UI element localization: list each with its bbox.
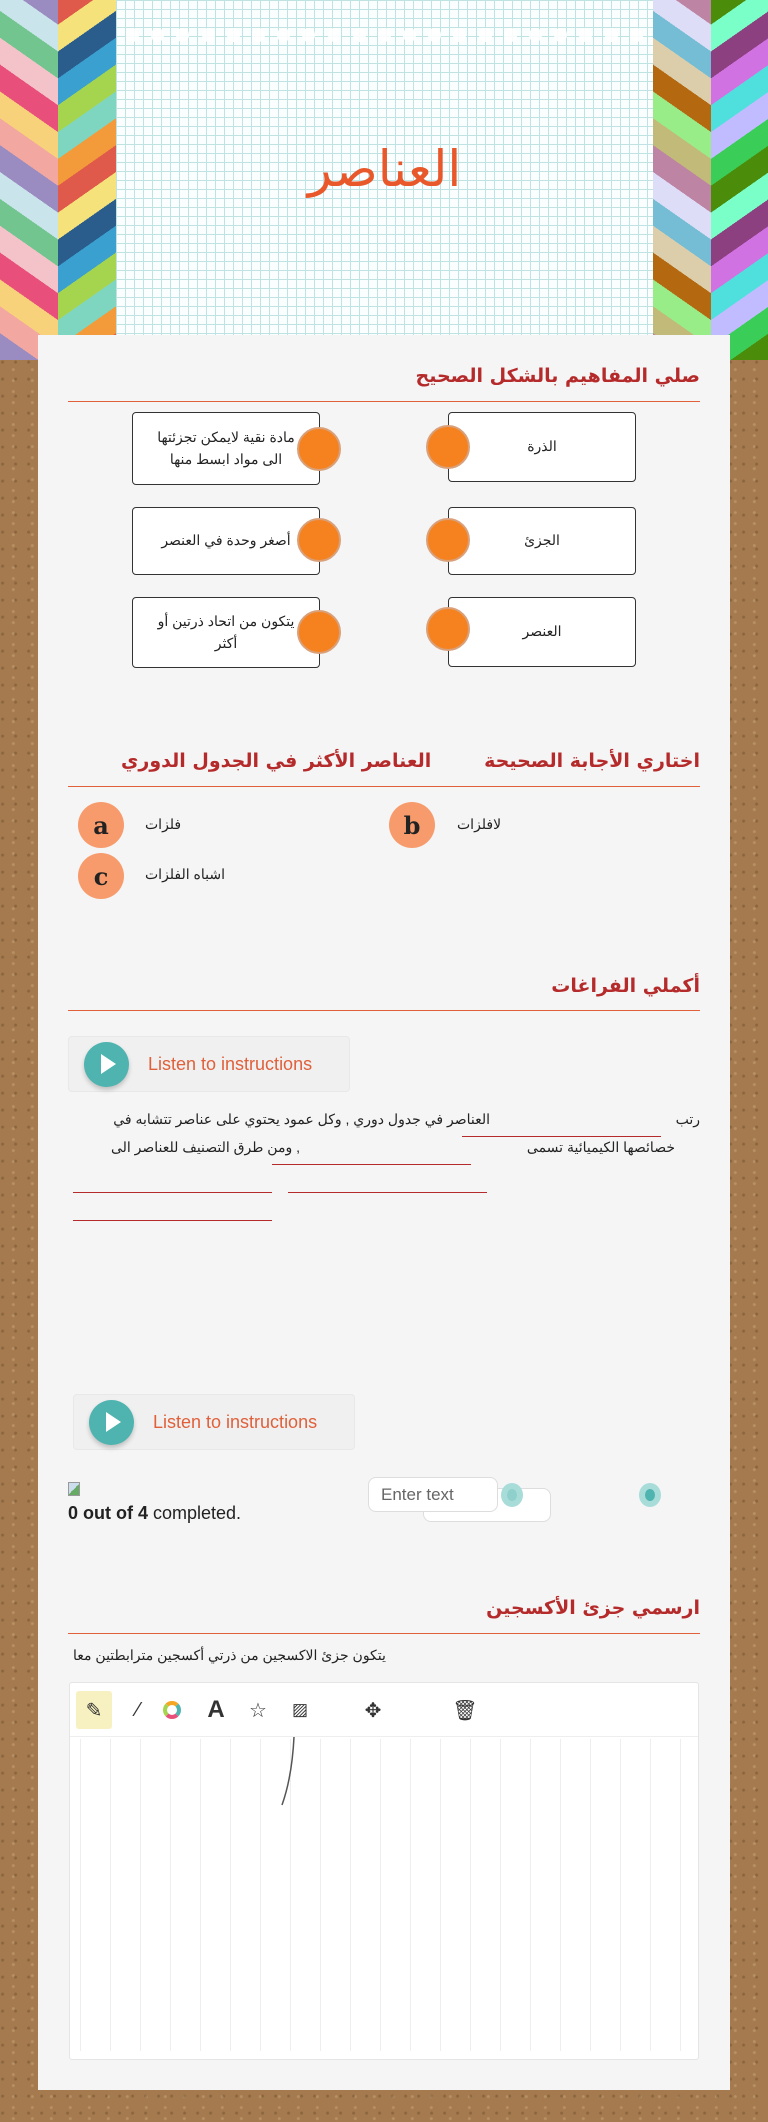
label-input-1[interactable]: Enter text	[368, 1477, 498, 1512]
label-marker[interactable]	[501, 1483, 523, 1507]
match-right-1[interactable]: الذرة	[448, 412, 636, 482]
paragraph-text: خصائصها الكيميائية تسمى	[526, 1139, 675, 1155]
match-left-1[interactable]: مادة نقية لايمكن تجزئتها الى مواد ابسط منها	[132, 412, 320, 485]
color-picker-icon[interactable]	[154, 1691, 190, 1729]
paragraph-text: رتب	[675, 1111, 700, 1127]
paragraph-text: العناصر في جدول دوري , وكل عمود يحتوي على عناصر تتشابه في	[113, 1111, 490, 1127]
match-handle-right-1[interactable]	[426, 425, 470, 469]
header-banner	[0, 0, 768, 360]
blank-input-4[interactable]	[288, 1192, 487, 1193]
match-handle-left-1[interactable]	[297, 427, 341, 471]
blank-input-3[interactable]	[73, 1192, 272, 1193]
drawing-canvas[interactable]	[69, 1682, 699, 2060]
divider	[68, 401, 700, 402]
divider	[68, 1010, 700, 1011]
option-a-badge[interactable]: a	[78, 802, 124, 848]
blank-input-5[interactable]	[73, 1220, 272, 1221]
listen-instructions-button-2[interactable]	[73, 1394, 355, 1450]
paragraph-text: , ومن طرق التصنيف للعناصر الى	[110, 1139, 300, 1155]
trash-icon[interactable]: 🗑	[452, 1699, 478, 1722]
match-handle-left-2[interactable]	[297, 518, 341, 562]
option-b-text[interactable]: لافلزات	[457, 816, 502, 832]
label-marker[interactable]	[639, 1483, 661, 1507]
blank-input-1[interactable]	[462, 1136, 661, 1137]
option-b-badge[interactable]: b	[389, 802, 435, 848]
match-right-3[interactable]: العنصر	[448, 597, 636, 667]
divider	[68, 786, 700, 787]
match-left-2[interactable]: أصغر وحدة في العنصر	[132, 507, 320, 575]
progress-suffix: completed.	[148, 1503, 242, 1523]
drawn-stroke	[70, 1737, 698, 1817]
play-icon	[89, 1400, 134, 1445]
chevron-pattern-right	[653, 0, 768, 360]
page-title: العناصر	[307, 140, 462, 198]
match-right-2[interactable]: الجزئ	[448, 507, 636, 575]
listen-instructions-button[interactable]	[68, 1036, 350, 1092]
blank-input-2[interactable]	[272, 1164, 471, 1165]
match-handle-right-3[interactable]	[426, 607, 470, 651]
option-c-text[interactable]: اشباه الفلزات	[145, 866, 226, 882]
drawing-description: يتكون جزئ الاكسجين من ذرتي أكسجين مترابطتين معا	[73, 1647, 386, 1663]
drawing-toolbar	[70, 1683, 698, 1737]
match-handle-right-2[interactable]	[426, 518, 470, 562]
worksheet-card	[38, 335, 730, 2090]
match-handle-left-3[interactable]	[297, 610, 341, 654]
chevron-pattern-left	[0, 0, 116, 360]
brush-icon[interactable]: ⁄	[136, 1698, 140, 1721]
pencil-icon[interactable]: ✎	[76, 1691, 112, 1729]
move-icon[interactable]: ✥	[364, 1699, 382, 1722]
match-left-3[interactable]: يتكون من اتحاد ذرتين أو أكثر	[132, 597, 320, 668]
image-icon[interactable]: ▨	[291, 1700, 309, 1719]
matching-heading: صلي المفاهيم بالشكل الصحيح	[415, 365, 700, 387]
binder-rings	[126, 28, 643, 42]
option-c-badge[interactable]: c	[78, 853, 124, 899]
listen-label: Listen to instructions	[153, 1411, 318, 1432]
play-icon	[84, 1042, 129, 1087]
fill-heading: أكملي الفراغات	[551, 975, 700, 997]
star-icon[interactable]: ☆	[249, 1699, 267, 1722]
progress-status	[68, 1503, 241, 1524]
listen-label: Listen to instructions	[148, 1053, 313, 1074]
progress-count: 0 out of 4	[68, 1503, 148, 1523]
text-tool-icon[interactable]: A	[207, 1696, 225, 1723]
choice-heading: اختاري الأجابة الصحيحة العناصر الأكثر في الجدول الدوري	[120, 750, 700, 772]
divider	[68, 1633, 700, 1634]
broken-image-icon	[68, 1482, 80, 1496]
option-a-text[interactable]: فلزات	[145, 816, 182, 832]
drawing-heading: ارسمي جزئ الأكسجين	[486, 1597, 700, 1619]
